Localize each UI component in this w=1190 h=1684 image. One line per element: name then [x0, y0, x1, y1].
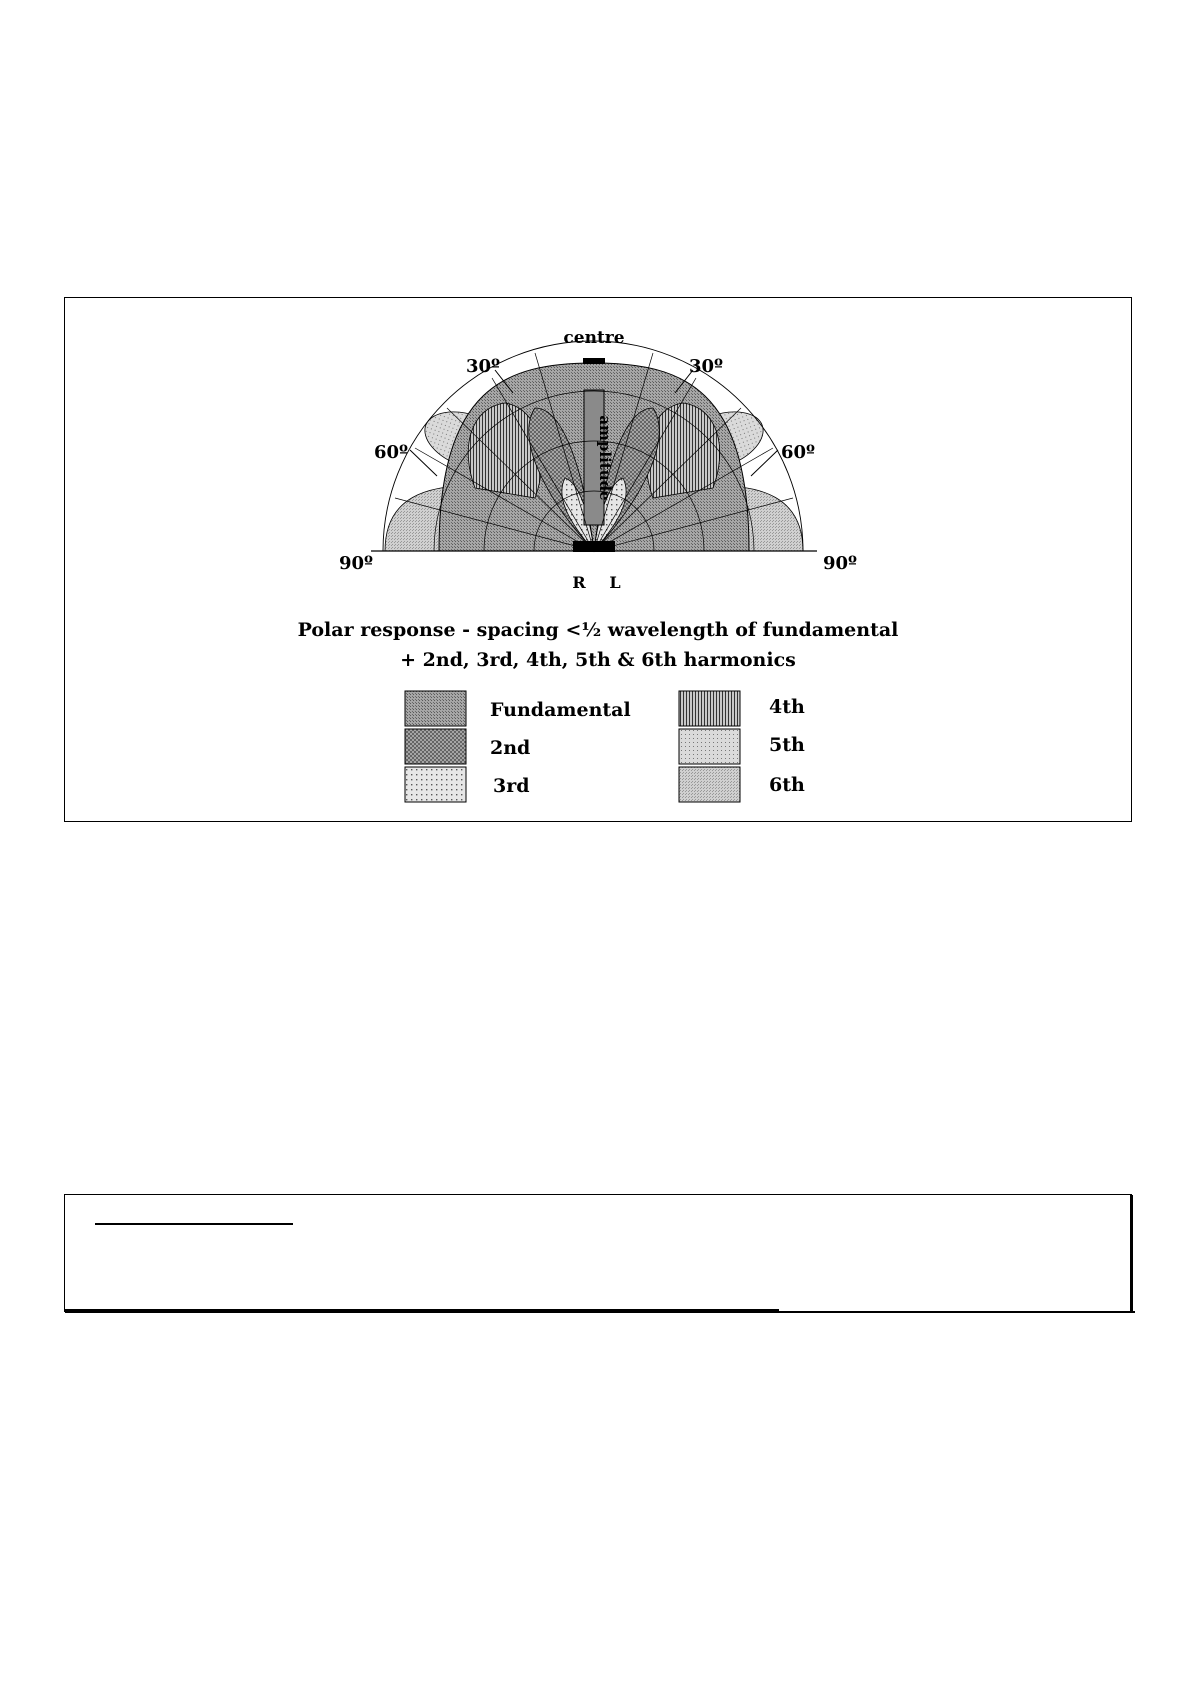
- heading-rule: [95, 1223, 293, 1225]
- top-marker: [583, 358, 605, 364]
- legend-label-6th: 6th: [769, 774, 805, 796]
- caption-line-1: Polar response - spacing <½ wavelength of fundamental: [297, 619, 899, 641]
- legend-label-4th: 4th: [769, 696, 805, 718]
- polar-response-diagram: [65, 298, 1133, 823]
- angle-label-60-left: 60º: [373, 442, 409, 463]
- angle-label-30-left: 30º: [465, 356, 501, 377]
- speaker-pair: [573, 541, 615, 552]
- legend-swatch-4th: [679, 691, 740, 726]
- speaker-label-l: L: [609, 573, 621, 592]
- legend-swatch-2nd: [405, 729, 466, 764]
- angle-label-30-right: 30º: [688, 356, 724, 377]
- angle-label-60-right: 60º: [780, 442, 816, 463]
- centre-label: centre: [563, 328, 625, 348]
- legend-label-3rd: 3rd: [493, 775, 530, 797]
- legend-label-2nd: 2nd: [490, 737, 531, 759]
- empty-text-frame: [64, 1194, 1132, 1312]
- speaker-label-r: R: [572, 573, 586, 592]
- amplitude-label: amplitude: [596, 415, 614, 501]
- caption-line-2: + 2nd, 3rd, 4th, 5th & 6th harmonics: [400, 649, 796, 671]
- bottom-rule: [65, 1309, 779, 1313]
- legend-swatch-3rd: [405, 767, 466, 802]
- bottom-rule: [779, 1311, 1135, 1313]
- legend-swatch-6th: [679, 767, 740, 802]
- legend-label-fundamental: Fundamental: [490, 699, 631, 721]
- angle-label-90-left: 90º: [338, 553, 374, 574]
- figure-frame: [64, 297, 1132, 822]
- angle-label-90-right: 90º: [822, 553, 858, 574]
- legend-label-5th: 5th: [769, 734, 805, 756]
- frame-shadow: [1130, 1195, 1133, 1311]
- legend-swatch-5th: [679, 729, 740, 764]
- legend-swatch-fundamental: [405, 691, 466, 726]
- legend: [405, 691, 805, 802]
